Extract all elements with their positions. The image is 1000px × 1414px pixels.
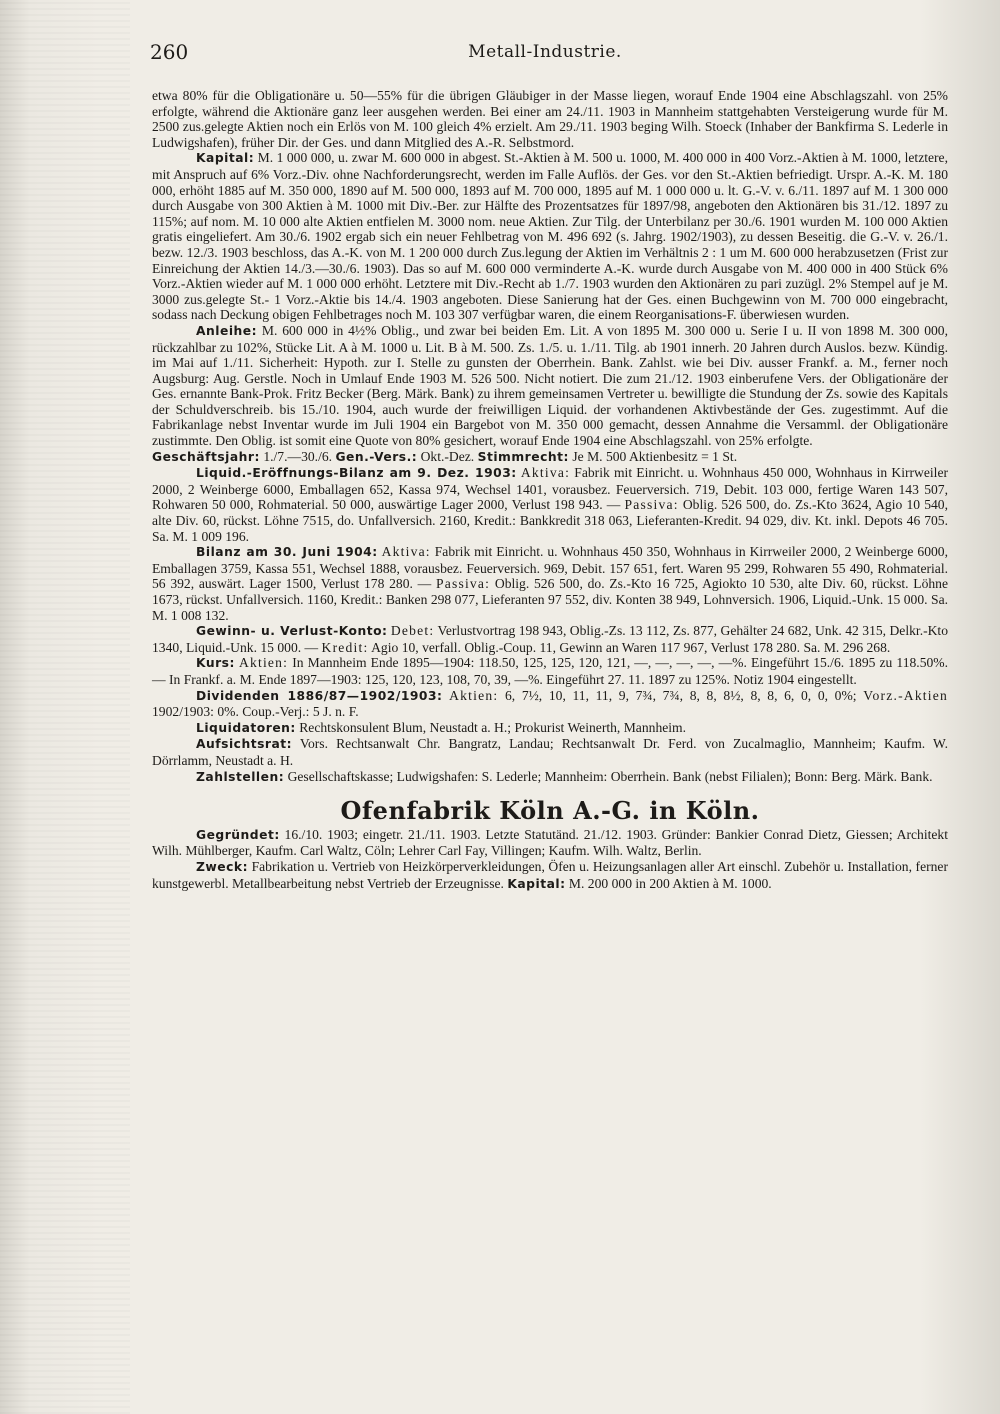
running-title: Metall-Industrie. — [468, 42, 622, 62]
paragraph-intro — [152, 88, 948, 150]
paragraph-anleihe — [152, 323, 948, 449]
kapital2-label: Kapital: — [507, 876, 566, 891]
aufsichtsrat-label: Aufsichtsrat: — [196, 737, 293, 752]
kapital2-text: M. 200 000 in 200 Aktien à M. 1000. — [568, 875, 772, 891]
bilanz-label: Bilanz am 30. Juni 1904: — [196, 545, 378, 560]
dividenden-text: 6, 7½, 10, 11, 11, 9, 7¾, 7¾, 8, 8, 8½, 8, 8, 6, 0, 0, 0%; — [504, 687, 857, 703]
guv-debet-label: Debet: — [390, 623, 435, 639]
paragraph-gegruendet — [152, 827, 948, 859]
paragraph-liquidation-bilanz — [152, 465, 948, 544]
intro-text: etwa 80% für die Obligationäre u. 50—55% für die übrigen Gläubiger in der Masse liegen, worauf Ende 1904 eine Abschlagszahl. von 25% erfolgte, während die Aktionäre ganz leer ausgehen werden. Bei einer am 24./11. 1903 in Mannheim stattgehabten Versteigerung wurde für M. 2500 zus.gelegte Aktien noch ein Erlös von M. 100 gleich 4% erzielt. Am 29./11. 1903 beging Wilh. Stoeck (Inhaber der Bankfirma S. Lederle in Ludwigshafen), früher Dir. der Ges. und dann Mitglied des A.-R. Selbstmord. — [152, 88, 948, 150]
running-head — [150, 40, 940, 66]
paragraph-zahlstellen — [152, 769, 948, 786]
anleihe-label: Anleihe: — [196, 323, 258, 338]
kurs-aktien-label: Aktien: — [238, 655, 289, 671]
dividenden-vorz-text: 1902/1903: 0%. Coup.-Verj.: 5 J. n. F. — [152, 704, 359, 720]
kurs-label: Kurs: — [196, 656, 235, 671]
guv-kredit-label: Kredit: — [321, 639, 369, 655]
gj-label: Geschäftsjahr: — [152, 449, 260, 464]
liq-aktiva-label: Aktiva: — [520, 465, 571, 481]
guv-label: Gewinn- u. Verlust-Konto: — [196, 624, 388, 639]
dividenden-aktien-label: Aktien: — [449, 687, 499, 703]
binding-shadow — [0, 0, 130, 1414]
body-text — [152, 88, 948, 892]
bilanz-aktiva-text: Fabrik mit Einricht. u. Wohnhaus 450 350, Wohnhaus in Kirrweiler 2000, 2 Weinberge 6000, Emballagen 3759, Kassa 551, Wechsel 1888, vorausbez. Feuerversich. 969, Debit. 157 651, fert. Waren 95 299, Rohwaren 55 490, Rohmaterial. 56 392, auswärt. Lager 1500, Verlust 178 280. — — [152, 544, 948, 592]
paragraph-kapital — [152, 150, 948, 323]
paragraph-liquidatoren — [152, 720, 948, 737]
stimmrecht-text: Je M. 500 Aktienbesitz = 1 St. — [572, 448, 738, 464]
liquidatoren-label: Liquidatoren: — [196, 720, 296, 735]
aufsichtsrat-text: Vors. Rechtsanwalt Chr. Bangratz, Landau; Rechtsanwalt Dr. Ferd. von Zucalmaglio, Mannheim; Kaufm. W. Dörrlamm, Neustadt a. H. — [152, 736, 948, 768]
paragraph-aufsichtsrat — [152, 736, 948, 768]
paragraph-kurs — [152, 655, 948, 687]
bilanz-passiva-label: Passiva: — [435, 576, 491, 592]
paragraph-bilanz — [152, 544, 948, 623]
zahlstellen-text: Gesellschaftskasse; Ludwigshafen: S. Lederle; Mannheim: Oberrhein. Bank (nebst Filialen); Bonn: Berg. Märk. Bank. — [287, 768, 933, 784]
liq-passiva-label: Passiva: — [624, 497, 679, 513]
liquidatoren-text: Rechtskonsulent Blum, Neustadt a. H.; Prokurist Weinerth, Mannheim. — [299, 719, 687, 735]
paragraph-guv — [152, 623, 948, 655]
gv-label: Gen.-Vers.: — [335, 449, 418, 464]
paragraph-zweck — [152, 859, 948, 892]
page-number: 260 — [150, 40, 189, 64]
company-heading: Ofenfabrik Köln A.-G. in Köln. — [340, 796, 760, 826]
zahlstellen-label: Zahlstellen: — [196, 769, 285, 784]
dividenden-label: Dividenden 1886/87—1902/1903: — [196, 688, 443, 703]
stimmrecht-label: Stimmrecht: — [477, 449, 569, 464]
guv-kredit-text: Agio 10, verfall. Oblig.-Coup. 11, Gewinn an Waren 117 967, Verlust 178 280. Sa. M. 296 268. — [371, 639, 891, 655]
liq-aktiva-text: Fabrik mit Einricht. u. Wohnhaus 450 000, Wohnhaus in Kirrweiler 2000, 2 Weinberge 6000, Emballagen 652, Kassa 974, Wechsel 1401, vorausbez. Feuerversich. 719, Debit. 103 000, fertige Waren 143 507, Rohwaren 50 000, Rohmaterial. 50 000, auswärtige Lager 2000, Verlust 198 943. — — [152, 465, 949, 513]
gegruendet-label: Gegründet: — [196, 827, 280, 842]
guv-debet-text: Verlustvortrag 198 943, Oblig.-Zs. 13 112, Zs. 877, Gehälter 24 682, Unk. 42 315, Delkr.-Kto 1340, Liquid.-Unk. 15 000. — — [152, 623, 949, 655]
gv-text: Okt.-Dez. — [420, 448, 475, 464]
anleihe-text: M. 600 000 in 4½% Oblig., und zwar bei beiden Em. Lit. A von 1895 M. 300 000 u. Serie I u. II von 1898 M. 300 000, rückzahlbar zu 102%, Stücke Lit. A à M. 1000 u. Lit. B à M. 500. Zs. 1./5. u. 1./11. Tilg. ab 1901 innerh. 20 Jahren durch Auslos. bezw. Kündig. im Mai auf 1./11. Sicherheit: Hypoth. zur I. Stelle zu gunsten der Oberrhein. Bank. Zahlst. wie bei Div. ausser Frankf. a. M., ferner noch Augsburg: Aug. Gerstle. Noch in Umlauf Ende 1903 M. 526 500. Nicht notiert. Die zum 21./12. 1903 einberufene Vers. der Obligationäre der Ges. ernannte Bank-Prok. Fritz Becker (Berg. Märk. Bank) zu ihrem gemeinsamen Vertreter u. bewilligte die Stundung der Zs. sowie des Kapitals der Schuldverschreib. bis 15./10. 1904, auch wurde der freiwilligen Liquid. der vorhandenen Aktivbestände der Ges. zugestimmt. Auf die Fabrikanlage nebst Inventar wurde im Juli 1904 ein Bargebot von M. 350 000 gemacht, dessen Annahme die Versamml. der Obligationäre zustimmte. Den Oblig. ist somit eine Quote von 80% gesichert, worauf Ende 1904 eine Abschlagszahl. von 25% erfolgte. — [152, 322, 948, 449]
liq-passiva-text: Oblig. 526 500, do. Zs.-Kto 3624, Agio 10 540, alte Div. 60, rückst. Löhne 7515, do. Unfallversich. 2160, Kredit.: Bankkredit 318 063, Lieferanten-Kredit. 94 029, div. Kt. inkl. Depots 46 705. Sa. M. 1 009 196. — [152, 497, 948, 544]
kapital-text: M. 1 000 000, u. zwar M. 600 000 in abgest. St.-Aktien à M. 500 u. 1000, M. 400 000 in 400 Vorz.-Aktien à M. 1000, letztere, mit Anspruch auf 6% Vorz.-Div. ohne Nachforderungsrecht, werden im Falle Auflös. der Ges. vor den St.-Aktien befriedigt. Urspr. A.-K. M. 180 000, erhöht 1885 auf M. 350 000, 1890 auf M. 500 000, 1893 auf M. 700 000, 1895 auf M. 1 000 000 u. lt. G.-V. v. 6./11. 1897 auf M. 1 300 000 durch Ausgabe von 300 Aktien à M. 1000 mit Div.-Ber. zur Hälfte des Prozentsatzes für 1897/98, angeboten den Aktionären bis 31./12. 1897 zu 115%; auf nom. M. 10 000 alte Aktien entfielen M. 3000 nom. neue Aktien. Zur Tilg. der Unterbilanz per 30./6. 1901 wurden M. 100 000 Aktien gratis eingeliefert. Am 30./6. 1902 ergab sich ein neuer Fehlbetrag von M. 496 692 (s. Jahrg. 1902/1903), zu dessen Beseitig. die G.-V. v. 26./1. bezw. 12./3. 1903 beschloss, das A.-K. von M. 1 200 000 durch Zus.legung der Aktien im Verhältnis 2 : 1 um M. 600 000 herabzusetzen (Frist zur Einreichung der Aktien 14./3.—30./6. 1903). Das so auf M. 600 000 verminderte A.-K. wurde durch Ausgabe von M. 400 000 in 400 Stück 6% Vorz.-Aktien wieder auf M. 1 000 000 erhöht. Letztere mit Div.-Recht ab 1./7. 1903 wurden den Aktionären zu pari zuzügl. 2% Stempel auf je M. 3000 zus.gelegte St.- 1 Vorz.-Aktie bis 14./4. 1903 angeboten. Diese Sanierung hat der Ges. einen Buchgewinn von M. 700 000 eingebracht, sodass nach Deckung obigen Fehlbetrages noch M. 103 307 verfügbar waren, die einem Reorganisations-F. überwiesen wurden. — [152, 150, 948, 323]
bilanz-passiva-text: Oblig. 526 500, do. Zs.-Kto 16 725, Agiokto 10 530, alte Div. 60, rückst. Löhne 1673, rückst. Unfallversich. 1160, Kredit.: Banken 298 077, Lieferanten 97 552, div. Konten 38 949, Lohnversich. 1906, Liquid.-Unk. 15 000. Sa. M. 1 008 132. — [152, 576, 948, 623]
bilanz-aktiva-label: Aktiva: — [381, 544, 431, 560]
zweck-text: Fabrikation u. Vertrieb von Heizkörperverkleidungen, Öfen u. Heizungsanlagen aller Art einschl. Zubehör u. Installation, ferner kunstgewerbl. Metallbearbeitung nebst Vertrieb der Erzeugnisse. — [152, 858, 948, 891]
kapital-label: Kapital: — [196, 151, 255, 166]
zweck-label: Zweck: — [196, 859, 249, 874]
gj-text: 1./7.—30./6. — [263, 448, 333, 464]
kurs-text: In Mannheim Ende 1895—1904: 118.50, 125, 125, 120, 121, —, —, —, —, —%. Eingeführt 15./6. 1895 zu 118.50%. — In Frankf. a. M. Ende 1897—1903: 125, 120, 123, 108, 70, 39, —%. Eingeführt 27. 11. 1897 zu 125%. Notiz 1904 eingestellt. — [152, 655, 949, 687]
paragraph-dividenden — [152, 688, 948, 720]
paragraph-geschaeftsjahr — [152, 449, 948, 466]
liq-bilanz-label: Liquid.-Eröffnungs-Bilanz am 9. Dez. 1903: — [196, 466, 517, 481]
gegruendet-text: 16./10. 1903; eingetr. 21./11. 1903. Letzte Statutänd. 21./12. 1903. Gründer: Bankier Conrad Dietz, Giessen; Architekt Wilh. Mühlberger, Kaufm. Carl Waltz, Cöln; Lehrer Carl Fay, Villingen; Kaufm. Wilh. Waltz, Berlin. — [152, 826, 948, 859]
dividenden-vorz-label: Vorz.-Aktien — [863, 687, 948, 703]
